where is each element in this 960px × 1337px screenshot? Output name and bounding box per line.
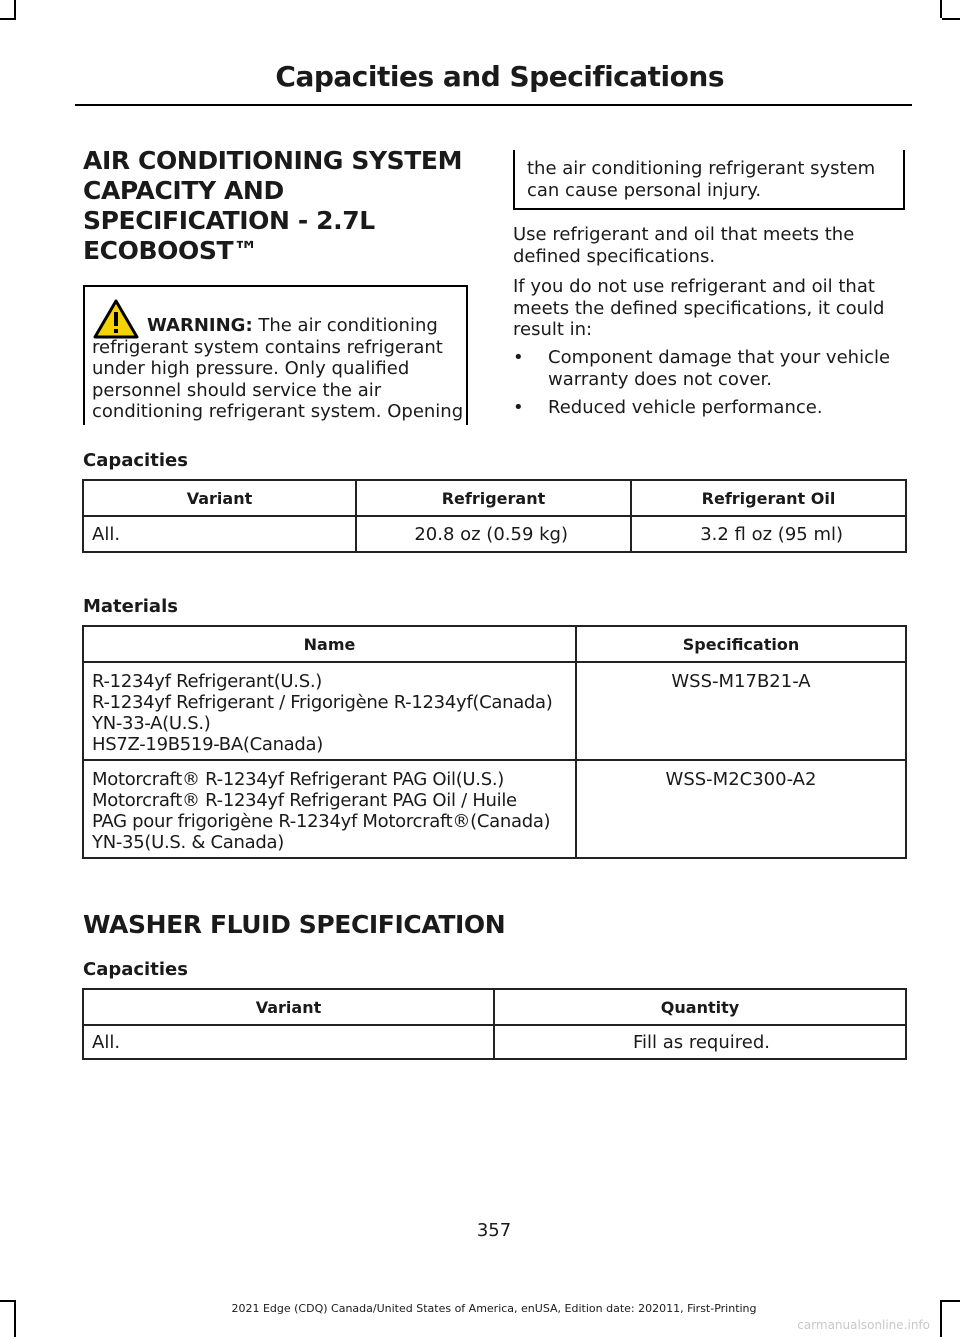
warning-continuation-box [513,150,905,210]
material-name-line: Motorcraft® R-1234yf Refrigerant PAG Oil / Huile [92,790,517,811]
warning-text [92,315,468,423]
table-cell: 3.2 fl oz (95 ml) [631,516,906,552]
table-header-cell: Specification [576,626,906,662]
table-header-cell: Variant [83,480,356,516]
section-title-washer: WASHER FLUID SPECIFICATION [83,910,506,939]
header-divider [75,104,912,106]
table-header-cell: Variant [83,989,494,1025]
bullet-dot: • [513,397,524,418]
table-header-cell: Quantity [494,989,906,1025]
table-row [83,516,906,552]
table-cell [83,662,576,760]
table-row [83,1025,906,1059]
material-name-line: YN-33-A(U.S.) [92,713,211,734]
bullet-text: Component damage that your vehicle warranty does not cover. [548,347,891,390]
page-header-title: Capacities and Specifications [275,60,724,93]
crop-mark [14,0,16,18]
material-name-line: PAG pour frigorigène R-1234yf Motorcraft®(Canada) [92,811,551,832]
section-title-line: SPECIFICATION - 2.7L [83,206,375,235]
table-cell: All. [83,516,356,552]
crop-mark [0,18,16,20]
paragraph: Use refrigerant and oil that meets the defined specifications. [513,224,855,267]
warning-label: WARNING: [147,315,253,336]
table-cell: WSS-M17B21-A [576,662,906,760]
warning-body: The air conditioning refrigerant system contains refrigerant under high pressure. Only qualified personnel should service the air conditioning refrigerant system. Opening [92,315,464,422]
washer-capacities-table [82,988,907,1060]
table-row [83,662,906,760]
warning-box [83,285,468,425]
material-name-line: Motorcraft® R-1234yf Refrigerant PAG Oil(U.S.) [92,769,504,790]
table-header-row [83,626,906,662]
crop-mark [942,18,960,20]
table-header-row [83,480,906,516]
table-cell: WSS-M2C300-A2 [576,760,906,858]
table-header-row [83,989,906,1025]
table-row [83,760,906,858]
materials-table [82,625,907,859]
materials-heading: Materials [83,596,178,617]
table-cell: Fill as required. [494,1025,906,1059]
capacities-heading: Capacities [83,450,188,471]
material-name-line: R-1234yf Refrigerant / Frigorigène R-1234yf(Canada) [92,692,553,713]
table-cell [83,760,576,858]
bullet-text: Reduced vehicle performance. [548,397,823,418]
capacities-heading: Capacities [83,959,188,980]
watermark: carmanualsonline.info [797,1318,930,1332]
paragraph: If you do not use refrigerant and oil that meets the defined specifications, it could result in: [513,276,885,340]
material-name-line: HS7Z-19B519-BA(Canada) [92,734,323,755]
table-cell: All. [83,1025,494,1059]
table-cell: 20.8 oz (0.59 kg) [356,516,631,552]
section-title-line: CAPACITY AND [83,176,284,205]
material-name-line: R-1234yf Refrigerant(U.S.) [92,671,322,692]
table-header-cell: Name [83,626,576,662]
refrigerant-capacities-table [82,479,907,553]
section-title-ac [83,146,483,266]
crop-mark [940,0,942,18]
page-footer: 2021 Edge (CDQ) Canada/United States of America, enUSA, Edition date: 202011, First-Printing [231,1302,757,1315]
table-header-cell: Refrigerant Oil [631,480,906,516]
table-header-cell: Refrigerant [356,480,631,516]
section-title-line: ECOBOOST™ [83,236,258,265]
bullet-dot: • [513,347,524,368]
material-name-line: YN-35(U.S. & Canada) [92,832,284,853]
warning-continuation-text: the air conditioning refrigerant system can cause personal injury. [527,158,876,201]
page-number: 357 [476,1220,512,1241]
section-title-line: AIR CONDITIONING SYSTEM [83,146,463,175]
